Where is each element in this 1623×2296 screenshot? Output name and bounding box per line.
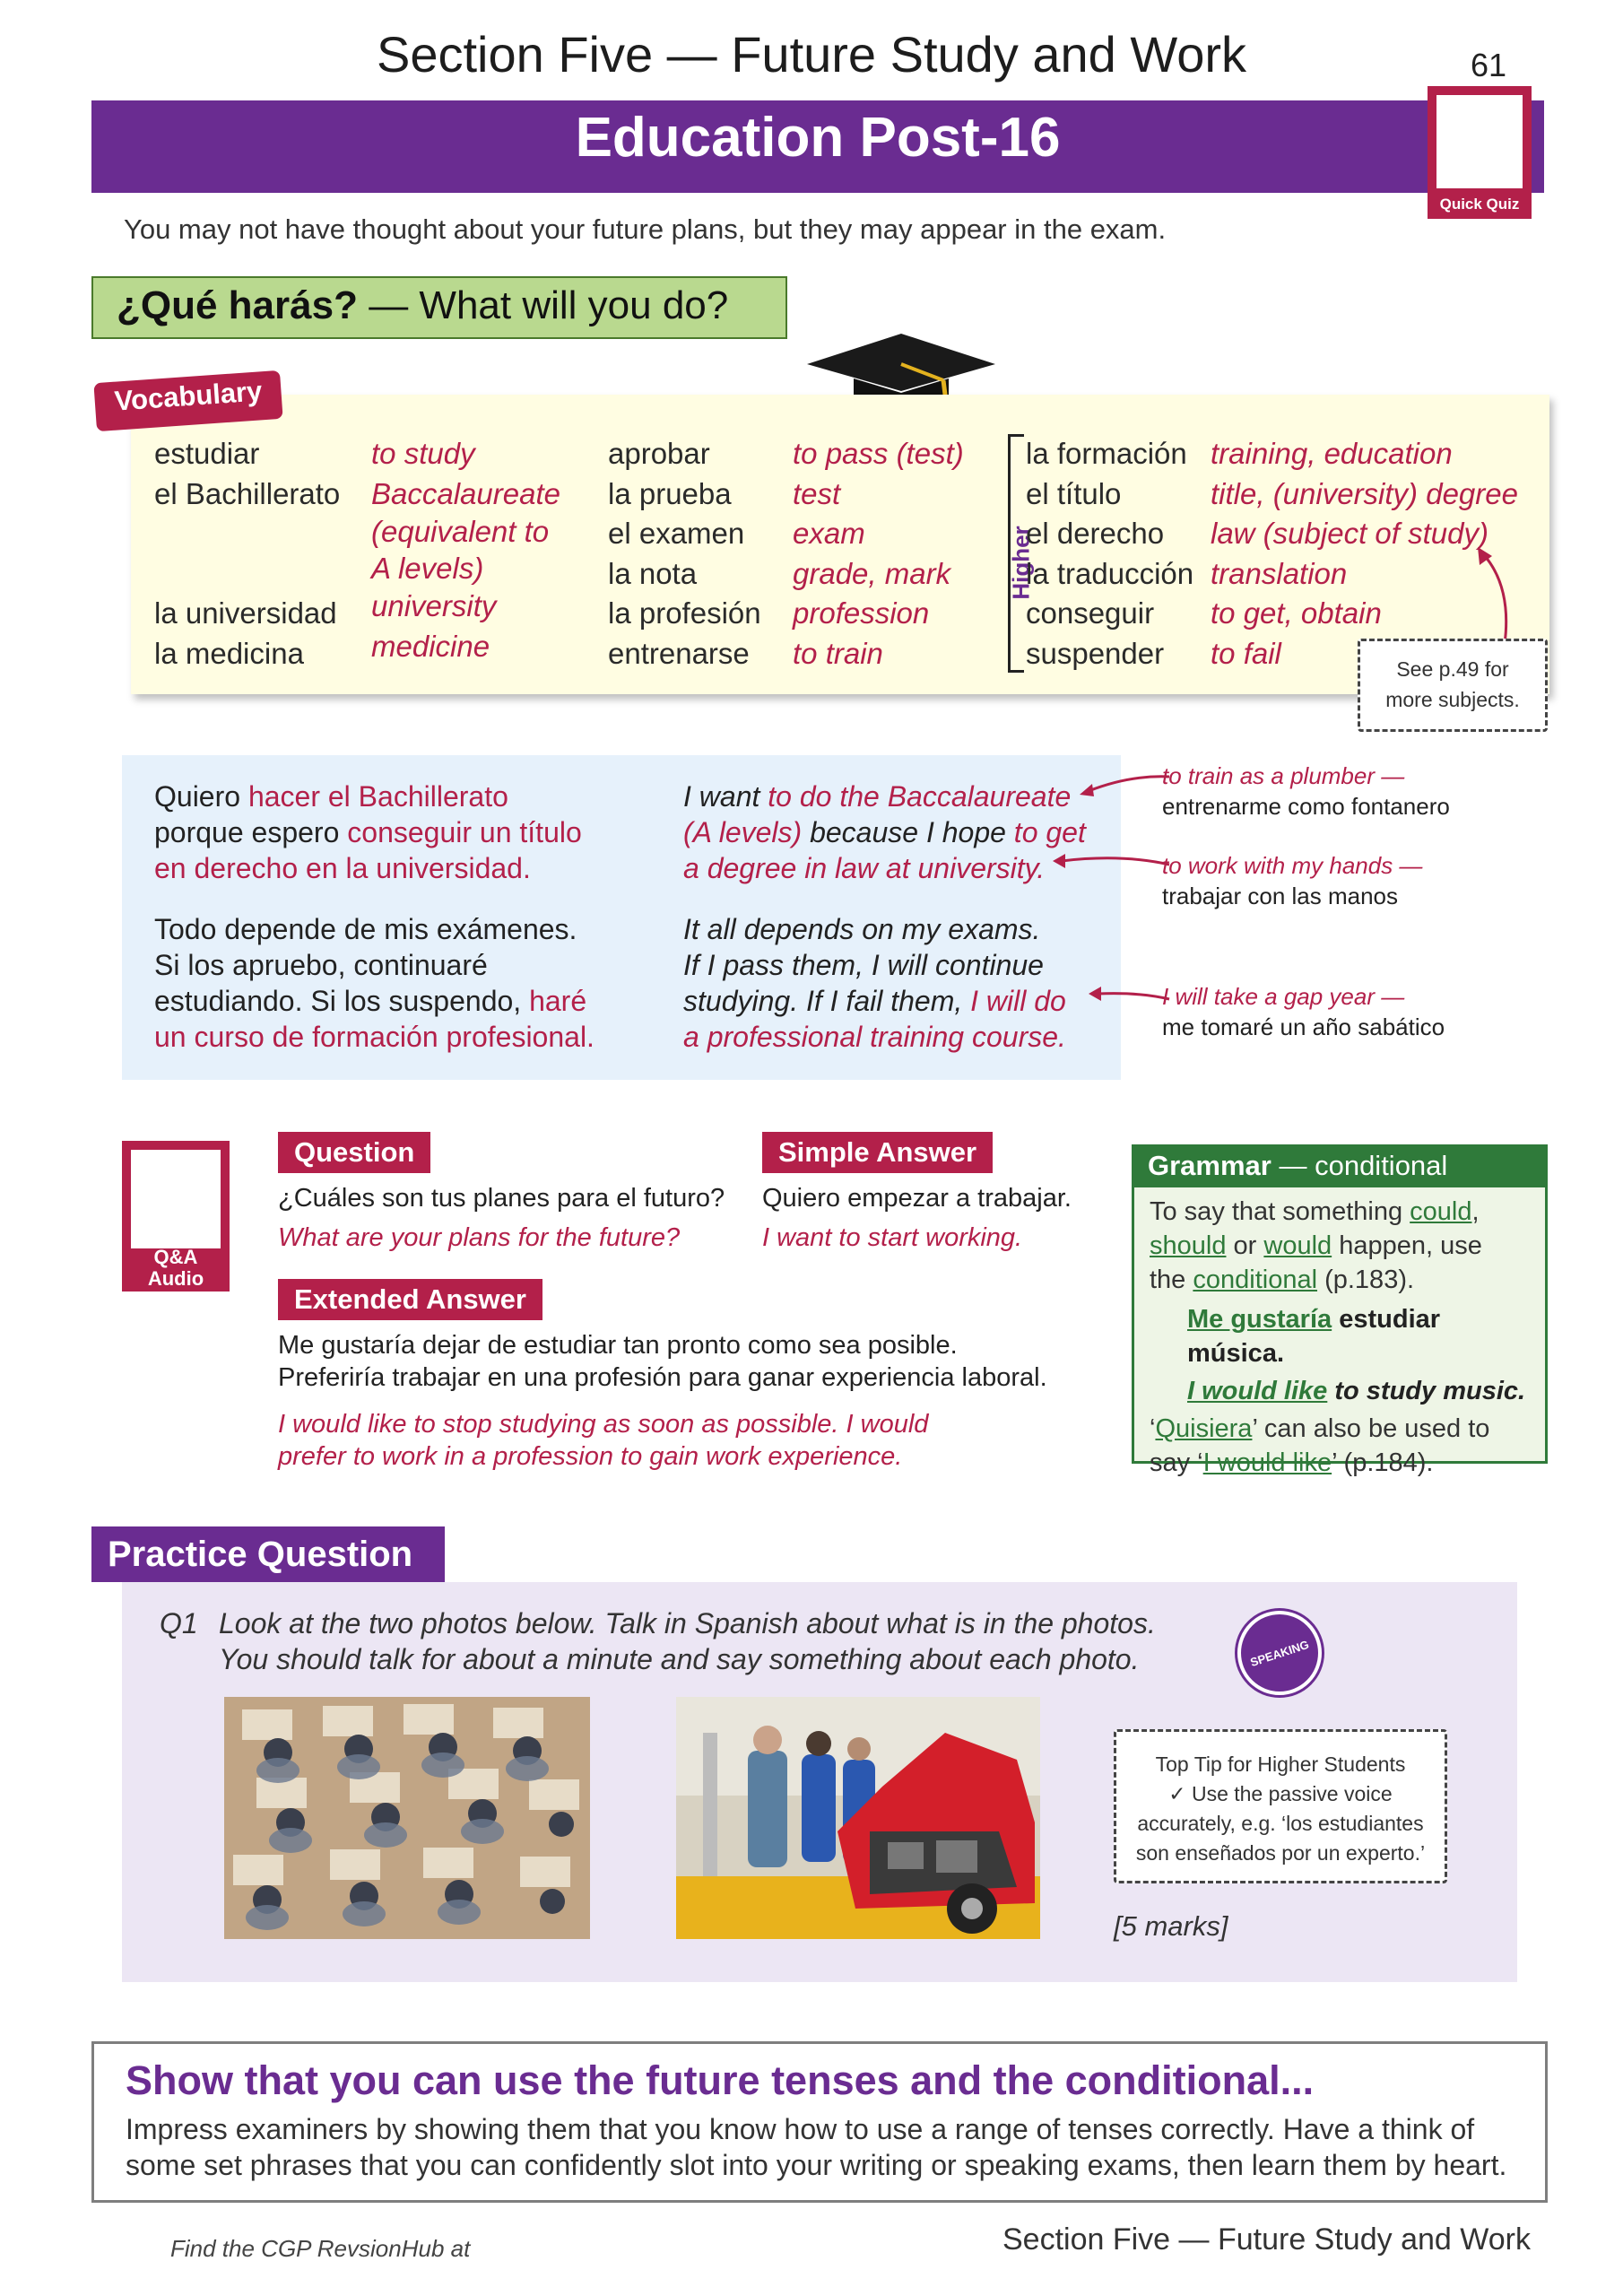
practice-question-text: Q1 Look at the two photos below. Talk in Spanish about what is in the photos. You should talk for about a minute and say something about each photo. <box>160 1607 1156 1675</box>
vocab-word: aprobar <box>608 437 710 470</box>
simple-answer-header: Simple Answer <box>762 1132 993 1173</box>
intro-text: You may not have thought about your future plans, but they may appear in the exam. <box>124 213 1167 245</box>
vocab-translation: exam <box>793 517 865 551</box>
practice-question-tab: Practice Question <box>91 1526 445 1582</box>
see-note-arrow-icon <box>1453 544 1533 651</box>
link-would[interactable]: would <box>1263 1231 1332 1260</box>
page-number: 61 <box>1471 47 1507 83</box>
vocab-word: el título <box>1026 476 1122 510</box>
qa-audio-button[interactable] <box>122 1141 230 1292</box>
vocab-word: conseguir <box>1026 596 1155 631</box>
qr-code-icon <box>1436 95 1523 188</box>
vocab-translation: grade, mark <box>793 556 951 590</box>
link-me-gustaria[interactable]: Me gustaría <box>1187 1305 1332 1334</box>
alternative-arrow-icon <box>1085 983 1175 1010</box>
alternative-phrase: I will take a gap year — me tomaré un año sabático <box>1162 983 1445 1040</box>
vocab-col2-spanish <box>608 434 761 674</box>
vocabulary-tag-label: Vocabulary <box>113 375 264 417</box>
top-tip-box: Top Tip for Higher Students ✓ Use the passive voice accurately, e.g. ‘los estudiantes son enseñados por un experto.’ <box>1114 1729 1447 1883</box>
vocab-col1-english <box>371 434 560 666</box>
vocab-translation: translation <box>1211 556 1348 590</box>
link-should[interactable]: should <box>1150 1231 1227 1260</box>
vocab-translation: medicine <box>371 629 490 663</box>
link-i-would-like-2[interactable]: I would like <box>1202 1448 1332 1477</box>
vocab-translation: (equivalent to <box>371 515 550 549</box>
vocab-word: suspender <box>1026 636 1165 670</box>
example-spanish-1: Quiero hacer el Bachillerato porque espero conseguir un título en derecho en la universidad. <box>154 780 582 884</box>
summary-text: Impress examiners by showing them that you know how to use a range of tenses correctly. Have a think of some set phrases that you can confidently slot into your writing or speaking exams, then learn them by heart. <box>126 2113 1507 2181</box>
footer-revisionhub-text: Find the CGP RevsionHub at <box>170 2235 471 2262</box>
alternative-arrow-icon <box>1076 768 1175 804</box>
vocab-word: el Bachillerato <box>154 476 341 510</box>
example-english-2: It all depends on my exams. If I pass them, I will continue studying. If I fail them, I will do a professional training course. <box>683 913 1066 1053</box>
extended-answer-header: Extended Answer <box>278 1279 542 1320</box>
vocab-word: la traducción <box>1026 556 1194 590</box>
question-spanish: ¿Cuáles son tus planes para el futuro? <box>278 1184 725 1213</box>
vocab-translation: to study <box>371 437 475 470</box>
question-header: Question <box>278 1132 430 1173</box>
vocab-translation: to train <box>793 636 883 670</box>
vocab-word: la prueba <box>608 476 732 510</box>
que-haras-spanish: ¿Qué harás? <box>117 283 358 327</box>
link-quisiera[interactable]: Quisiera <box>1155 1414 1253 1443</box>
vocab-translation: to pass (test) <box>793 437 964 470</box>
marks-label: [5 marks] <box>1114 1910 1228 1942</box>
vocab-translation: university <box>371 589 497 623</box>
vocab-word: la profesión <box>608 596 761 631</box>
example-english-1: I want to do the Baccalaureate (A levels) because I hope to get a degree in law at university. <box>683 780 1086 884</box>
vocab-translation: to get, obtain <box>1211 596 1382 631</box>
vocab-word: la formación <box>1026 437 1187 470</box>
vocab-word: la medicina <box>154 636 304 670</box>
top-tip-title: Top Tip for Higher Students <box>1155 1752 1406 1776</box>
link-could[interactable]: could <box>1410 1197 1472 1226</box>
simple-answer-spanish: Quiero empezar a trabajar. <box>762 1184 1072 1213</box>
qa-audio-label: Q&A Audio <box>147 1246 204 1290</box>
higher-label: Higher <box>1007 526 1035 600</box>
alternative-phrase: to train as a plumber — entrenarme como fontanero <box>1162 762 1450 820</box>
see-note-line: more subjects. <box>1385 688 1520 711</box>
question-english: What are your plans for the future? <box>278 1223 681 1252</box>
vocab-col1-spanish <box>154 434 340 674</box>
summary-title: Show that you can use the future tenses and the conditional... <box>126 2057 1315 2103</box>
vocab-translation: to fail <box>1211 636 1281 670</box>
vocab-word: el derecho <box>1026 517 1165 551</box>
extended-answer-spanish: Me gustaría dejar de estudiar tan pronto como sea posible. Preferiría trabajar en una profesión para ganar experiencia laboral. <box>278 1331 1047 1392</box>
vocab-col2-english <box>793 434 964 674</box>
vocab-translation: training, education <box>1211 437 1453 470</box>
example-spanish-2: Todo depende de mis exámenes. Si los apruebo, continuaré estudiando. Si los suspendo, haré un curso de formación profesional. <box>154 913 595 1053</box>
vocab-word: la nota <box>608 556 698 590</box>
vocab-word: entrenarse <box>608 636 750 670</box>
link-i-would-like[interactable]: I would like <box>1187 1377 1328 1405</box>
grammar-heading: Grammar — conditional <box>1132 1144 1548 1187</box>
alternative-arrow-icon <box>1049 850 1175 877</box>
speaking-badge: SPEAKING <box>1237 1611 1322 1695</box>
see-page-note <box>1358 639 1548 732</box>
vocab-translation: test <box>793 476 841 510</box>
que-haras-heading <box>117 283 728 328</box>
vocab-translation: A levels) <box>371 551 484 585</box>
mechanics-workshop-photo <box>676 1697 1040 1939</box>
vocab-translation: title, (university) degree <box>1211 476 1518 510</box>
see-note-line: See p.49 for <box>1396 657 1509 681</box>
vocab-translation: law (subject of study) <box>1211 517 1488 551</box>
link-conditional[interactable]: conditional <box>1193 1265 1318 1294</box>
que-haras-english: — What will you do? <box>369 283 729 327</box>
vocab-translation: profession <box>793 596 930 631</box>
alternative-phrase: to work with my hands — trabajar con las manos <box>1162 852 1423 909</box>
vocab-word: la universidad <box>154 596 337 631</box>
quick-quiz-label: Quick Quiz <box>1439 196 1520 213</box>
section-title: Section Five — Future Study and Work <box>376 26 1247 83</box>
vocab-col3-spanish <box>1026 434 1193 674</box>
footer-section-title: Section Five — Future Study and Work <box>1002 2222 1531 2257</box>
vocab-translation: Baccalaureate <box>371 476 560 510</box>
vocab-word: el examen <box>608 517 745 551</box>
quick-quiz-button[interactable] <box>1428 86 1532 219</box>
grammar-body: To say that something could, should or would happen, use the conditional (p.183). Me gustaría estudiar música. I would like to study music. ‘Quisiera’ can also be used to say ‘I would like’ (p.184). <box>1150 1197 1526 1477</box>
extended-answer-english: I would like to stop studying as soon as possible. I would prefer to work in a profession to gain work experience. <box>278 1410 929 1471</box>
qr-code-icon <box>131 1150 221 1248</box>
exam-hall-photo <box>224 1697 590 1939</box>
simple-answer-english: I want to start working. <box>762 1223 1023 1252</box>
vocab-word: estudiar <box>154 437 260 470</box>
page-title: Education Post-16 <box>575 107 1061 169</box>
